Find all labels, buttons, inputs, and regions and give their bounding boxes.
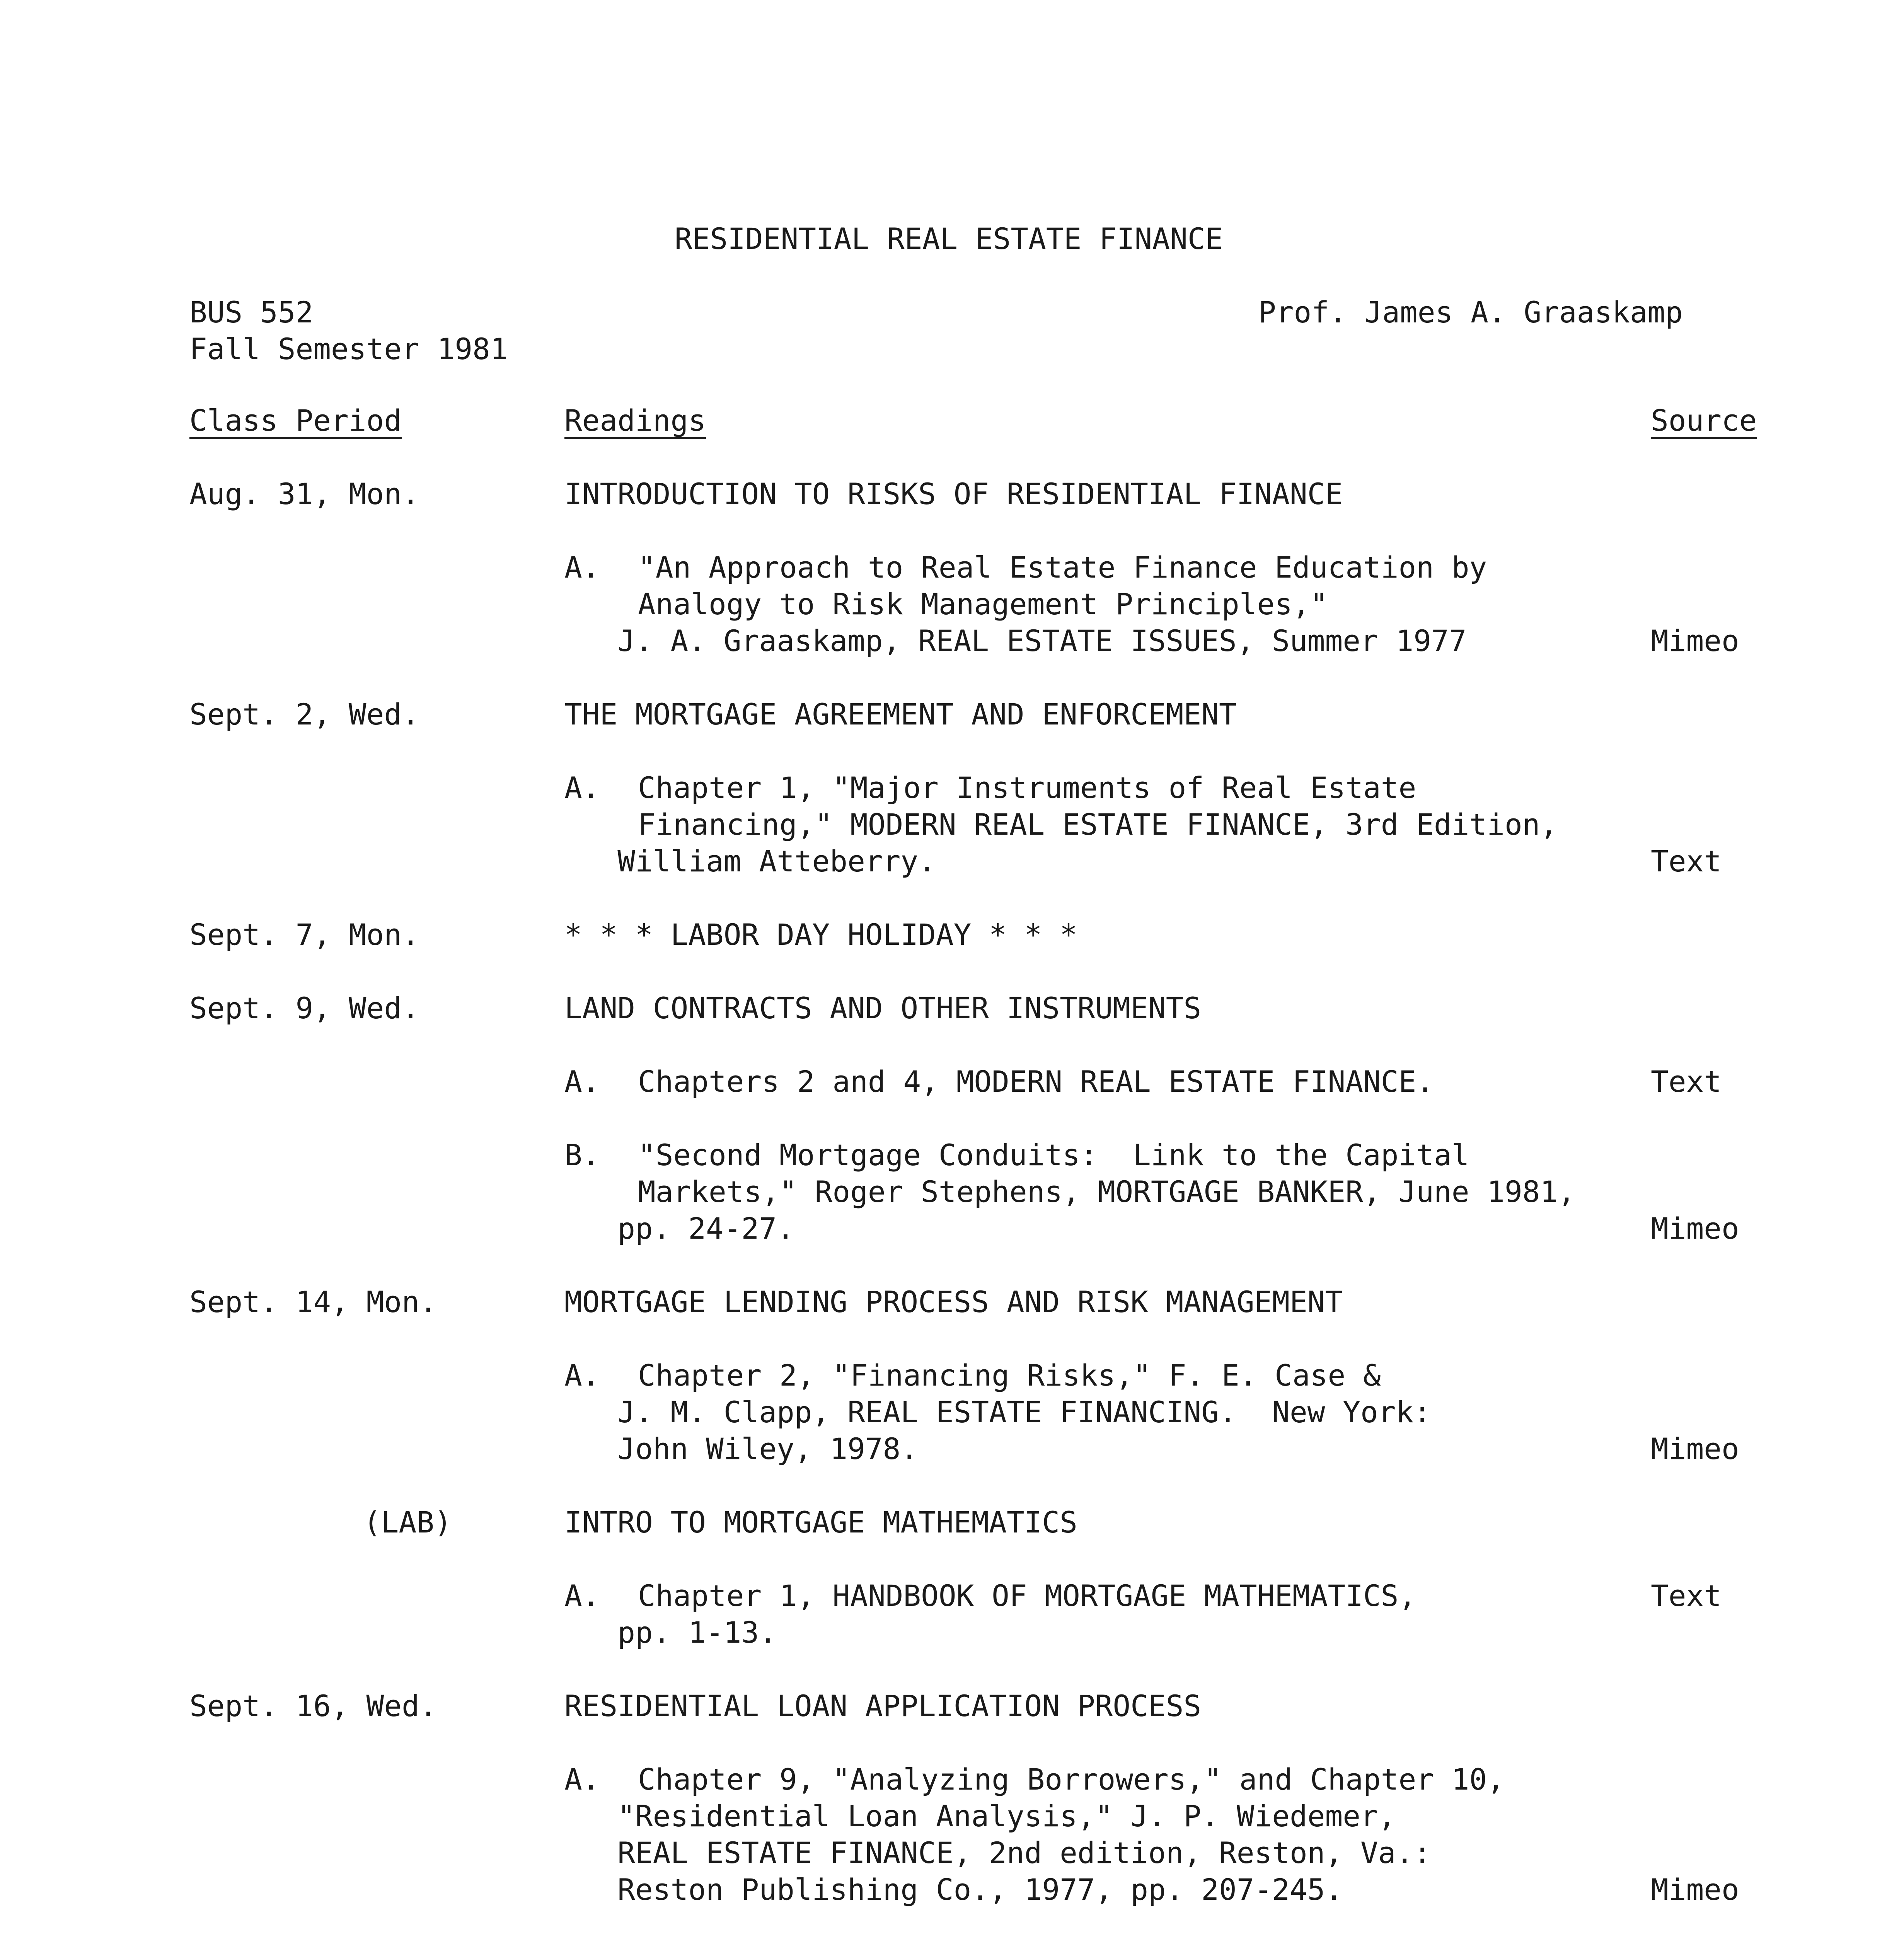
header-readings: Readings bbox=[564, 403, 706, 438]
reading-line: Chapter 1, HANDBOOK OF MORTGAGE MATHEMATICS, bbox=[638, 1578, 1416, 1613]
course-code: BUS 552 bbox=[189, 295, 314, 329]
reading-line: William Atteberry. bbox=[564, 844, 936, 878]
reading-letter: A. bbox=[564, 1358, 600, 1393]
header-source: Source bbox=[1651, 403, 1757, 438]
class-date: Sept. 7, Mon. bbox=[189, 917, 419, 952]
reading-line: pp. 1-13. bbox=[564, 1615, 777, 1650]
session-topic: MORTGAGE LENDING PROCESS AND RISK MANAGEMENT bbox=[564, 1285, 1343, 1319]
reading-letter: B. bbox=[564, 1138, 600, 1172]
reading-line: Financing," MODERN REAL ESTATE FINANCE, 3rd Edition, bbox=[638, 807, 1558, 842]
header-class-period: Class Period bbox=[189, 403, 402, 438]
reading-line: "Residential Loan Analysis," J. P. Wiedemer, bbox=[564, 1799, 1396, 1833]
reading-letter: A. bbox=[564, 1578, 600, 1613]
reading-source: Mimeo bbox=[1651, 1872, 1739, 1907]
session-topic: RESIDENTIAL LOAN APPLICATION PROCESS bbox=[564, 1689, 1202, 1723]
reading-line: "Second Mortgage Conduits: Link to the Capital bbox=[638, 1138, 1469, 1172]
class-date: Sept. 16, Wed. bbox=[189, 1689, 437, 1723]
session-topic: THE MORTGAGE AGREEMENT AND ENFORCEMENT bbox=[564, 697, 1237, 731]
session-topic: LAND CONTRACTS AND OTHER INSTRUMENTS bbox=[564, 991, 1202, 1025]
reading-line: J. M. Clapp, REAL ESTATE FINANCING. New York: bbox=[564, 1395, 1432, 1429]
reading-letter: A. bbox=[564, 1762, 600, 1797]
reading-source: Mimeo bbox=[1651, 1432, 1739, 1466]
class-date: Sept. 2, Wed. bbox=[189, 697, 419, 731]
reading-letter: A. bbox=[564, 1064, 600, 1099]
document-title: RESIDENTIAL REAL ESTATE FINANCE bbox=[675, 222, 1223, 256]
reading-line: J. A. Graaskamp, REAL ESTATE ISSUES, Summer 1977 bbox=[564, 624, 1467, 658]
reading-source: Mimeo bbox=[1651, 624, 1739, 658]
class-date: (LAB) bbox=[363, 1505, 452, 1539]
professor: Prof. James A. Graaskamp bbox=[1258, 295, 1683, 329]
reading-line: Chapter 9, "Analyzing Borrowers," and Chapter 10, bbox=[638, 1762, 1505, 1797]
class-date: Sept. 9, Wed. bbox=[189, 991, 419, 1025]
reading-line: Reston Publishing Co., 1977, pp. 207-245. bbox=[564, 1872, 1343, 1907]
reading-letter: A. bbox=[564, 770, 600, 805]
session-topic: INTRO TO MORTGAGE MATHEMATICS bbox=[564, 1505, 1077, 1539]
semester: Fall Semester 1981 bbox=[189, 332, 508, 366]
reading-line: REAL ESTATE FINANCE, 2nd edition, Reston, Va.: bbox=[564, 1836, 1432, 1870]
reading-line: Chapter 2, "Financing Risks," F. E. Case & bbox=[638, 1358, 1381, 1393]
reading-source: Text bbox=[1651, 844, 1722, 878]
class-date: Aug. 31, Mon. bbox=[189, 477, 419, 511]
reading-source: Mimeo bbox=[1651, 1211, 1739, 1246]
reading-source: Text bbox=[1651, 1578, 1722, 1613]
reading-source: Text bbox=[1651, 1064, 1722, 1099]
reading-line: Markets," Roger Stephens, MORTGAGE BANKER, June 1981, bbox=[638, 1174, 1576, 1209]
class-date: Sept. 14, Mon. bbox=[189, 1285, 437, 1319]
reading-line: Chapters 2 and 4, MODERN REAL ESTATE FINANCE. bbox=[638, 1064, 1434, 1099]
reading-line: pp. 24-27. bbox=[564, 1211, 794, 1246]
reading-line: Chapter 1, "Major Instruments of Real Estate bbox=[638, 770, 1416, 805]
reading-line: Analogy to Risk Management Principles," bbox=[638, 587, 1328, 621]
session-topic: * * * LABOR DAY HOLIDAY * * * bbox=[564, 917, 1077, 952]
reading-letter: A. bbox=[564, 550, 600, 585]
reading-line: John Wiley, 1978. bbox=[564, 1432, 919, 1466]
session-topic: INTRODUCTION TO RISKS OF RESIDENTIAL FINANCE bbox=[564, 477, 1343, 511]
reading-line: "An Approach to Real Estate Finance Education by bbox=[638, 550, 1487, 585]
